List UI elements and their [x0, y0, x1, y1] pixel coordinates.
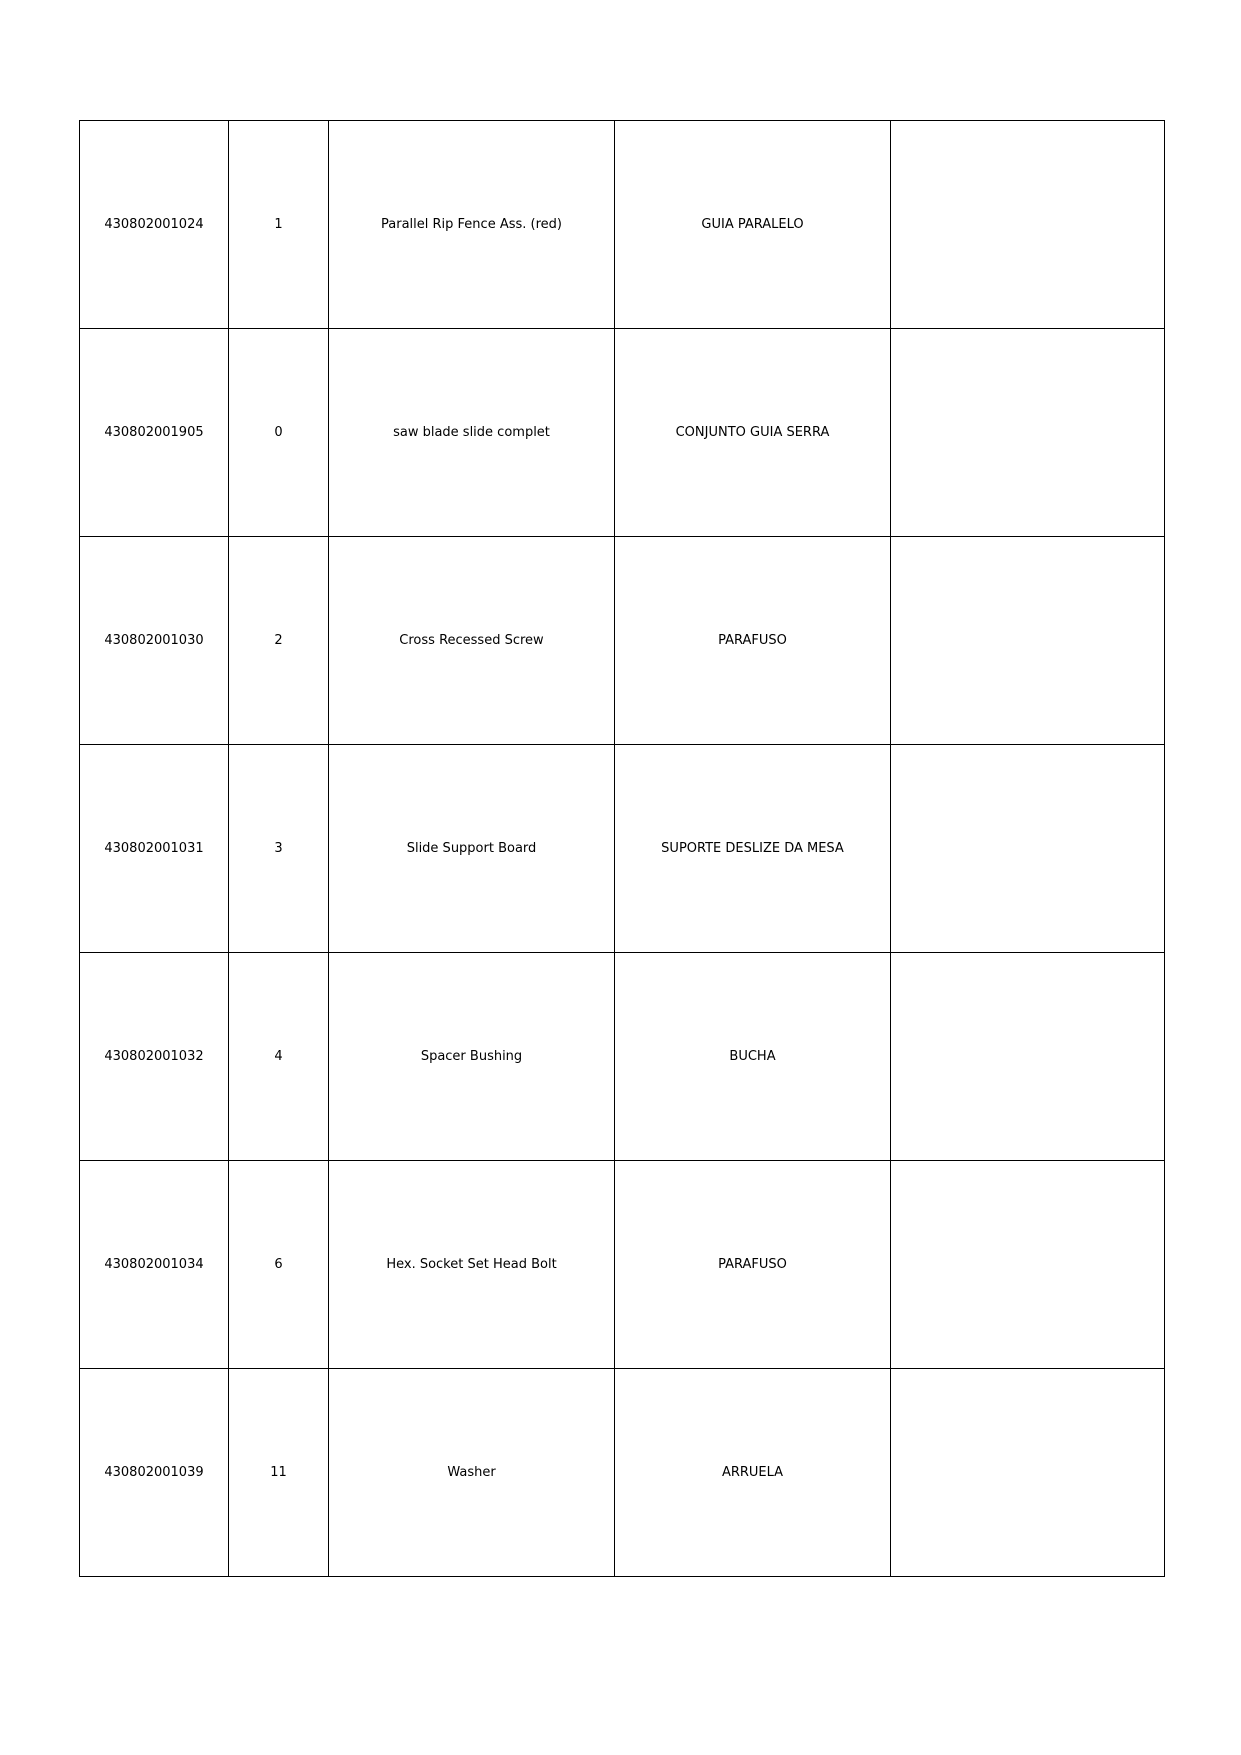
description-en-cell: Parallel Rip Fence Ass. (red) — [329, 121, 615, 329]
parts-table-body — [80, 121, 1165, 1577]
description-en-cell: saw blade slide complet — [329, 329, 615, 537]
description-pt-cell: PARAFUSO — [615, 537, 891, 745]
part-code-cell: 430802001905 — [80, 329, 229, 537]
part-code-cell: 430802001031 — [80, 745, 229, 953]
description-pt-cell: PARAFUSO — [615, 1161, 891, 1369]
part-code-cell: 430802001039 — [80, 1369, 229, 1577]
notes-cell — [891, 537, 1165, 745]
description-en-cell: Slide Support Board — [329, 745, 615, 953]
table-row — [80, 1161, 1165, 1369]
part-code-cell: 430802001034 — [80, 1161, 229, 1369]
position-cell: 1 — [229, 121, 329, 329]
position-cell: 3 — [229, 745, 329, 953]
description-en-cell: Spacer Bushing — [329, 953, 615, 1161]
description-pt-cell: ARRUELA — [615, 1369, 891, 1577]
part-code-cell: 430802001030 — [80, 537, 229, 745]
table-row — [80, 121, 1165, 329]
description-pt-cell: BUCHA — [615, 953, 891, 1161]
table-row — [80, 329, 1165, 537]
description-pt-cell: GUIA PARALELO — [615, 121, 891, 329]
part-code-cell: 430802001024 — [80, 121, 229, 329]
position-cell: 6 — [229, 1161, 329, 1369]
part-code-cell: 430802001032 — [80, 953, 229, 1161]
table-row — [80, 953, 1165, 1161]
table-row — [80, 1369, 1165, 1577]
notes-cell — [891, 1161, 1165, 1369]
notes-cell — [891, 329, 1165, 537]
description-en-cell: Hex. Socket Set Head Bolt — [329, 1161, 615, 1369]
description-en-cell: Cross Recessed Screw — [329, 537, 615, 745]
notes-cell — [891, 953, 1165, 1161]
position-cell: 4 — [229, 953, 329, 1161]
position-cell: 2 — [229, 537, 329, 745]
description-pt-cell: SUPORTE DESLIZE DA MESA — [615, 745, 891, 953]
table-row — [80, 537, 1165, 745]
position-cell: 11 — [229, 1369, 329, 1577]
notes-cell — [891, 1369, 1165, 1577]
table-row — [80, 745, 1165, 953]
description-pt-cell: CONJUNTO GUIA SERRA — [615, 329, 891, 537]
description-en-cell: Washer — [329, 1369, 615, 1577]
notes-cell — [891, 121, 1165, 329]
notes-cell — [891, 745, 1165, 953]
position-cell: 0 — [229, 329, 329, 537]
parts-table — [79, 120, 1165, 1577]
